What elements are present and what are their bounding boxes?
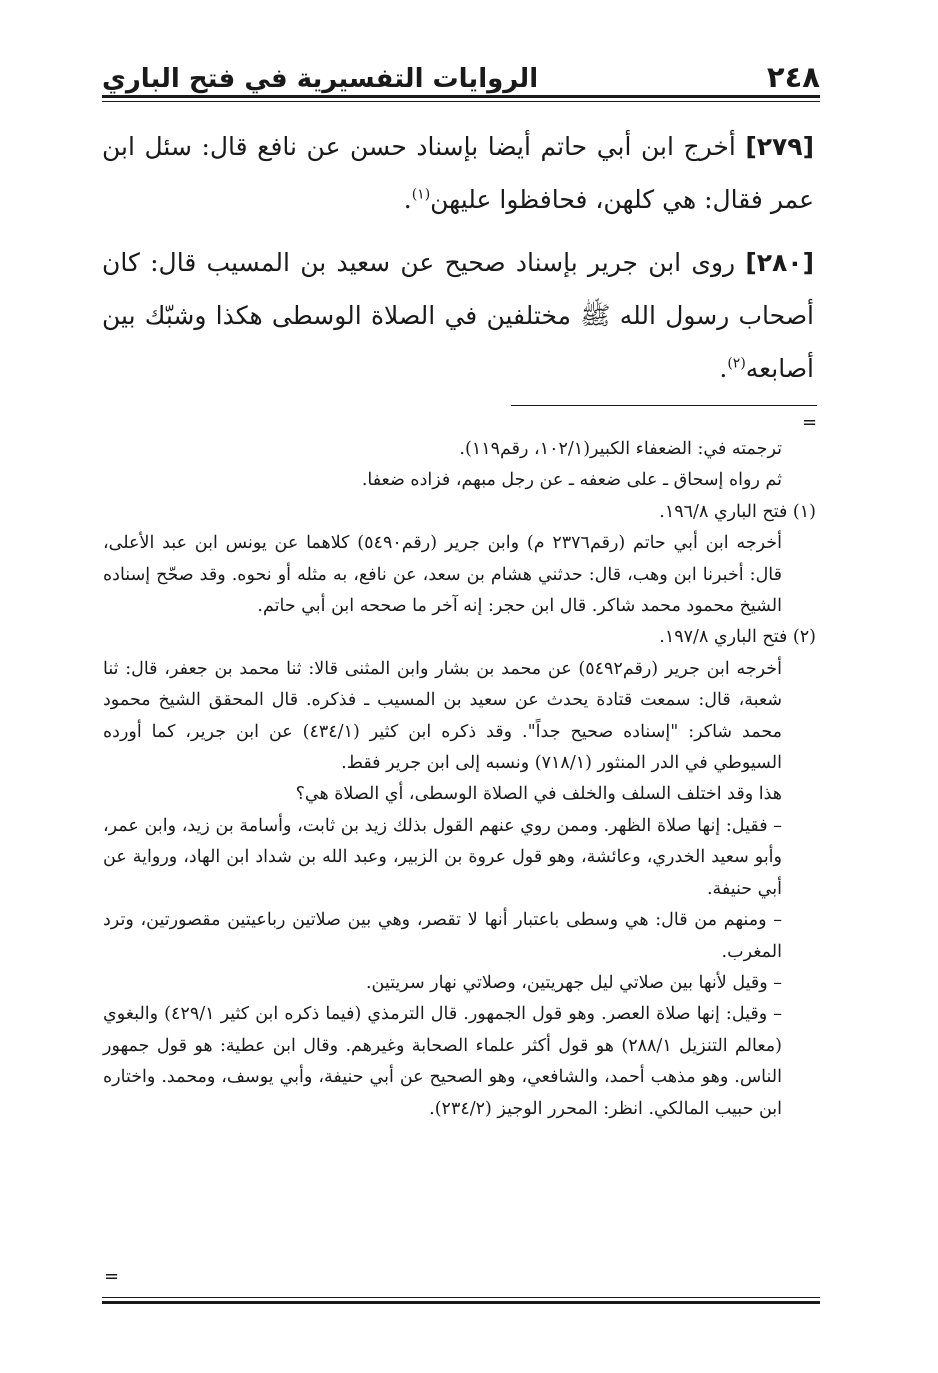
footnote-body: أخرجه ابن جرير (رقم٥٤٩٢) عن محمد بن بشار وابن المثنى قالا: ثنا محمد بن جعفر، قال: ثنا شعبة، قال: سمعت قتادة يحدث عن سعيد بن المسيب ـ فذكره. قال المحقق الشيخ محمود محمد شاكر: "إسناده صحيح جداً". وقد ذكره ابن كثير (٤٣٤/١) عن ابن جرير، كما أورده السيوطي في الدر المنثور (٧١٨/١) ونسبه إلى ابن جرير فقط. bbox=[103, 658, 782, 774]
page-number: ٢٤٨ bbox=[766, 60, 820, 94]
footnote-separator bbox=[511, 405, 817, 406]
footnote-body: – وقيل لأنها بين صلاتي ليل جهريتين، وصلاتي نهار سريتين. bbox=[365, 972, 782, 993]
footnote-continuation: ثم رواه إسحاق ـ على ضعفه ـ عن رجل مبهم، فزاده ضعفا. bbox=[361, 470, 782, 491]
footer-rule-thick bbox=[102, 1301, 820, 1304]
narration-text: أخرج ابن أبي حاتم أيضا بإسناد حسن عن نافع قال: سئل ابن عمر فقال: هي كلهن، فحافظوا عليهن bbox=[102, 132, 814, 214]
main-text bbox=[102, 120, 814, 405]
header-rule-thin bbox=[102, 101, 820, 102]
narration-end: . bbox=[719, 354, 728, 383]
footnote-body: – وقيل: إنها صلاة العصر. وهو قول الجمهور. قال الترمذي (فيما ذكره ابن كثير ٤٢٩/١) والبغوي (معالم التنزيل ٢٨٨/١) هو قول أكثر علماء الصحابة وغيرهم. وقال ابن عطية: هو قول جمهور الناس. وهو مذهب أحمد، والشافعي، وهو الصحيح عن أبي حنيفة، وأبي يوسف، ومحمد. واختاره ابن حبيب المالكي. انظر: المحرر الوجيز (٢٣٤/٢). bbox=[103, 1004, 782, 1119]
header-rule-thick bbox=[102, 95, 820, 98]
footnote-body: – فقيل: إنها صلاة الظهر. وممن روي عنهم القول بذلك زيد بن ثابت، وأسامة بن زيد، وابن عمر، وأبو سعيد الخدري، وعائشة، وهو قول عروة بن الزبير، وعبد الله بن شداد ابن الهاد، ورواية عن أبي حنيفة. bbox=[103, 815, 782, 899]
continuation-mark-bottom: = bbox=[104, 1266, 120, 1287]
narration-text: روى ابن جرير بإسناد صحيح عن سعيد بن المسيب قال: كان أصحاب رسول الله ﷺ مختلفين في الصلاة الوسطى هكذا وشبّك بين أصابعه bbox=[102, 248, 814, 383]
footnotes bbox=[103, 434, 816, 1125]
footnote-continuation: ترجمته في: الضعفاء الكبير(١٠٢/١، رقم١١٩). bbox=[459, 439, 782, 459]
footnote-body: – ومنهم من قال: هي وسطى باعتبار أنها لا تقصر، وهي بين صلاتين رباعيتين مقصورتين، وترد المغرب. bbox=[103, 910, 782, 962]
footnote-heading: (٢) فتح الباري ١٩٧/٨. bbox=[659, 627, 816, 648]
narration-number: [٢٨٠] bbox=[745, 248, 814, 277]
narration-number: [٢٧٩] bbox=[745, 132, 814, 161]
page-header bbox=[102, 48, 820, 92]
running-title: الروايات التفسيرية في فتح الباري bbox=[102, 64, 539, 94]
footnote-body: أخرجه ابن أبي حاتم (رقم٢٣٧٦ م) وابن جرير (رقم٥٤٩٠) كلاهما عن يونس ابن عبد الأعلى، قال: أخبرنا ابن وهب، قال: حدثني هشام بن سعد، عن نافع، به مثله أو نحوه. وقد صحّح إسناده الشيخ محمود محمد شاكر. قال ابن حجر: إنه آخر ما صححه ابن أبي حاتم. bbox=[103, 533, 782, 617]
narration-280 bbox=[102, 236, 814, 395]
footnote-ref: (٢) bbox=[727, 355, 746, 372]
footnote-body: هذا وقد اختلف السلف والخلف في الصلاة الوسطى، أي الصلاة هي؟ bbox=[295, 784, 782, 805]
footnote-ref: (١) bbox=[411, 186, 431, 203]
footer-rule-thin bbox=[102, 1297, 820, 1298]
narration-279 bbox=[102, 120, 814, 226]
narration-end: . bbox=[403, 185, 412, 214]
continuation-mark-top: = bbox=[802, 412, 818, 433]
footnote-heading: (١) فتح الباري ١٩٦/٨. bbox=[659, 501, 816, 522]
